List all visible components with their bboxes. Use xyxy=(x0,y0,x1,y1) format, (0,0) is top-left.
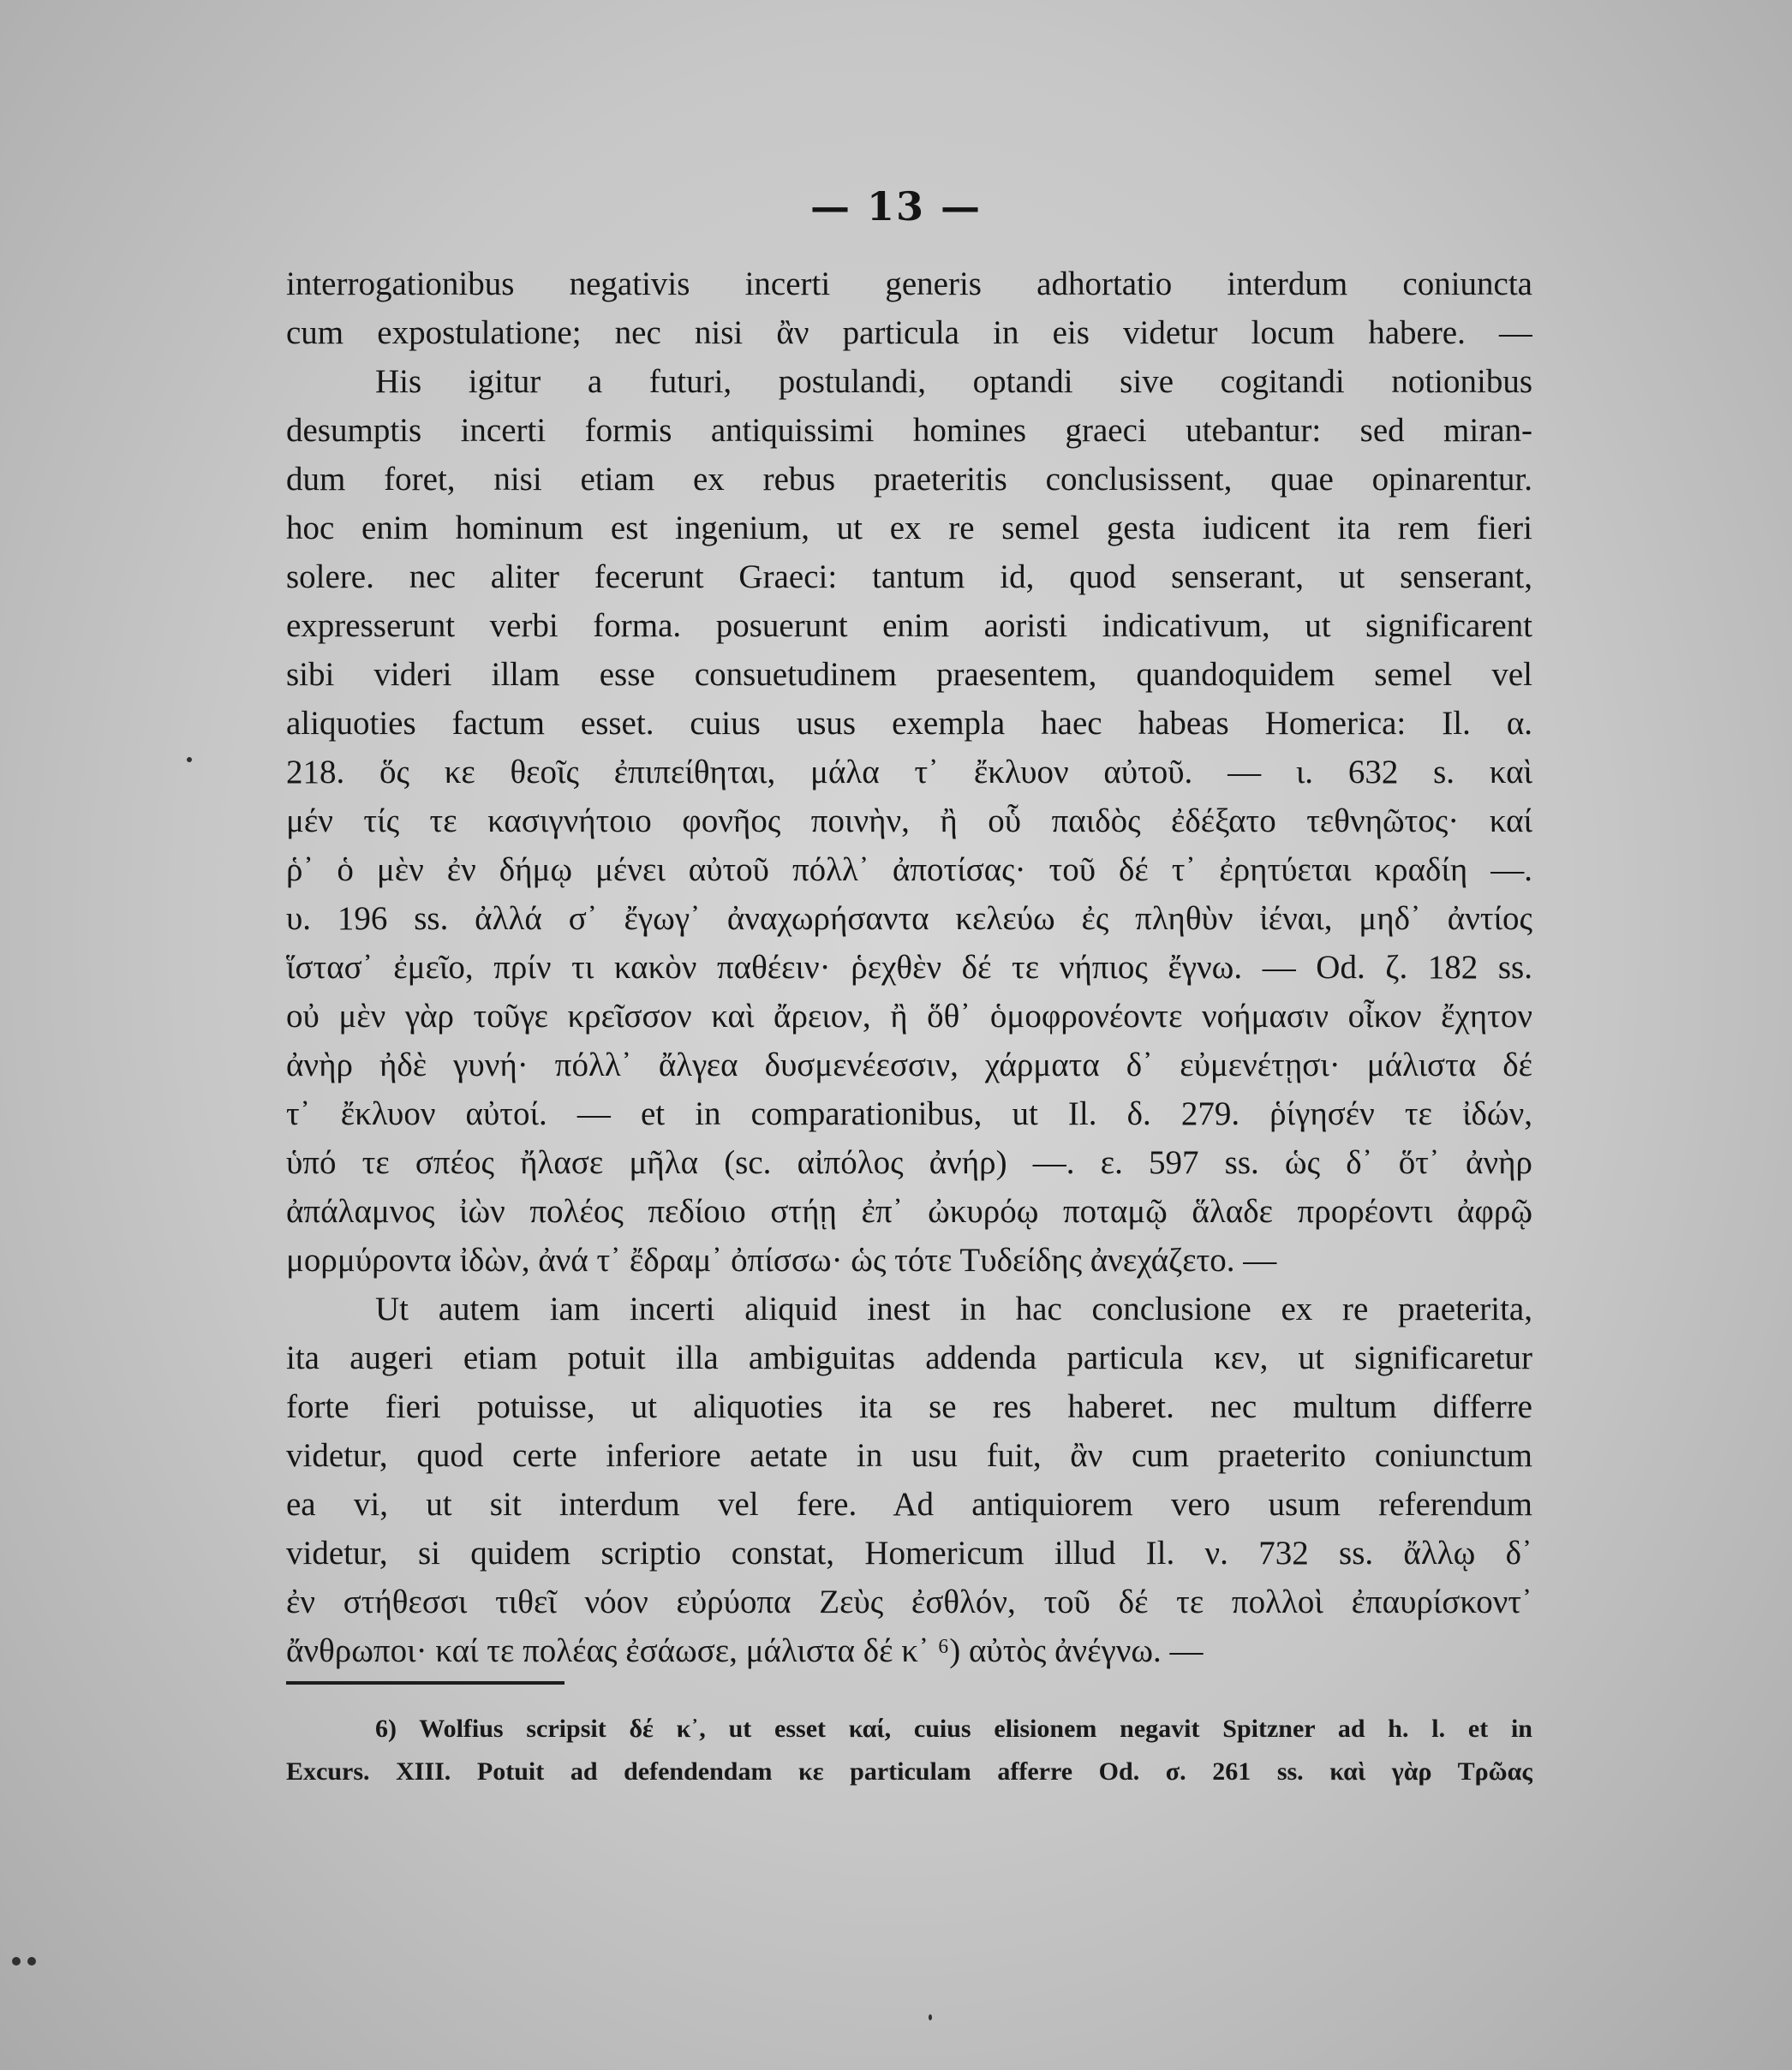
text-line: forte fieri potuisse, ut aliquoties ita se res haberet. nec multum differre xyxy=(286,1388,1532,1425)
footnote-line: 6) Wolfius scripsit δέ κ᾽, ut esset καί, cuius elisionem negavit Spitzner ad h. l. et in xyxy=(375,1715,1532,1743)
body-text xyxy=(286,259,1532,1675)
text-line: μέν τίς τε κασιγνήτοιο φονῆος ποινὴν, ἢ οὗ παιδὸς ἐδέξατο τεθνηῶτος· καί xyxy=(286,802,1532,839)
text-line: ita augeri etiam potuit illa ambiguitas addenda particula κεν, ut significaretur xyxy=(286,1339,1532,1376)
text-line: solere. nec aliter fecerunt Graeci: tantum id, quod senserant, ut senserant, xyxy=(286,558,1532,595)
print-speck xyxy=(12,1957,21,1966)
text-line: Ut autem iam incerti aliquid inest in hac conclusione ex re praeterita, xyxy=(375,1291,1532,1327)
text-line: His igitur a futuri, postulandi, optandi sive cogitandi notionibus xyxy=(375,363,1532,400)
text-line: ὑπό τε σπέος ἤλασε μῆλα (sc. αἰπόλος ἀνήρ) —. ε. 597 ss. ὡς δ᾽ ὅτ᾽ ἀνὴρ xyxy=(286,1144,1532,1181)
text-line: aliquoties factum esset. cuius usus exempla haec habeas Homerica: Il. α. xyxy=(286,705,1532,742)
text-line: ῥ᾽ ὁ μὲν ἐν δήμῳ μένει αὐτοῦ πόλλ᾽ ἀποτίσας· τοῦ δέ τ᾽ ἐρητύεται κραδίη —. xyxy=(286,851,1532,888)
page-number: — 13 — xyxy=(809,183,983,230)
text-line: τ᾽ ἔκλυον αὐτοί. — et in comparationibus, ut Il. δ. 279. ῥίγησέν τε ἰδών, xyxy=(286,1095,1532,1132)
text-line: desumptis incerti formis antiquissimi homines graeci utebantur: sed miran- xyxy=(286,412,1532,449)
text-line: ea vi, ut sit interdum vel fere. Ad antiquiorem vero usum referendum xyxy=(286,1486,1532,1523)
footnote-line: Excurs. XIII. Potuit ad defendendam κε particulam afferre Od. σ. 261 ss. καὶ γὰρ Τρῶας xyxy=(286,1757,1532,1786)
text-line: videtur, quod certe inferiore aetate in usu fuit, ἂν cum praeterito coniunctum xyxy=(286,1437,1532,1474)
text-line: μορμύροντα ἰδὼν, ἀνά τ᾽ ἔδραμ᾽ ὀπίσσω· ὡς τότε Τυδείδης ἀνεχάζετο. — xyxy=(286,1242,1277,1279)
print-speck xyxy=(27,1957,36,1966)
footnote-rule xyxy=(286,1681,564,1685)
text-line: expresserunt verbi forma. posuerunt enim aoristi indicativum, ut significarent xyxy=(286,607,1532,644)
text-line: videtur, si quidem scriptio constat, Homericum illud Il. ν. 732 ss. ἄλλῳ δ᾽ xyxy=(286,1535,1532,1572)
print-speck xyxy=(187,757,192,762)
text-line: ἀπάλαμνος ἰὼν πολέος πεδίοιο στήῃ ἐπ᾽ ὠκυρόῳ ποταμῷ ἅλαδε προρέοντι ἀφρῷ xyxy=(286,1193,1532,1230)
text-line: dum foret, nisi etiam ex rebus praeteritis conclusissent, quae opinarentur. xyxy=(286,461,1532,498)
footnote xyxy=(286,1708,1532,1793)
text-line: interrogationibus negativis incerti generis adhortatio interdum coniuncta xyxy=(286,265,1532,302)
text-line: ἄνθρωποι· καί τε πολέας ἐσάωσε, μάλιστα δέ κ᾽ ⁶) αὐτὸς ἀνέγνω. — xyxy=(286,1632,1204,1669)
text-line: ἀνὴρ ἠδὲ γυνή· πόλλ᾽ ἄλγεα δυσμενέεσσιν, χάρματα δ᾽ εὐμενέτῃσι· μάλιστα δέ xyxy=(286,1047,1532,1083)
text-line: hoc enim hominum est ingenium, ut ex re semel gesta iudicent ita rem fieri xyxy=(286,510,1532,546)
text-line: υ. 196 ss. ἀλλά σ᾽ ἔγωγ᾽ ἀναχωρήσαντα κελεύω ἐς πληθὺν ἰέναι, μηδ᾽ ἀντίος xyxy=(286,900,1532,937)
text-line: οὐ μὲν γὰρ τοῦγε κρεῖσσον καὶ ἄρειον, ἢ ὅθ᾽ ὁμοφρονέοντε νοήμασιν οἶκον ἔχητον xyxy=(286,998,1532,1035)
text-line: cum expostulatione; nec nisi ἂν particula in eis videtur locum habere. — xyxy=(286,314,1532,351)
print-speck xyxy=(929,2014,932,2020)
text-line: 218. ὅς κε θεοῖς ἐπιπείθηται, μάλα τ᾽ ἔκλυον αὐτοῦ. — ι. 632 s. καὶ xyxy=(286,754,1532,790)
text-line: ἐν στήθεσσι τιθεῖ νόον εὐρύοπα Ζεὺς ἐσθλόν, τοῦ δέ τε πολλοὶ ἐπαυρίσκοντ᾽ xyxy=(286,1584,1532,1620)
text-line: sibi videri illam esse consuetudinem praesentem, quandoquidem semel vel xyxy=(286,656,1532,693)
text-line: ἵστασ᾽ ἐμεῖο, πρίν τι κακὸν παθέειν· ῥεχθὲν δέ τε νήπιος ἔγνω. — Od. ζ. 182 ss. xyxy=(286,949,1532,986)
